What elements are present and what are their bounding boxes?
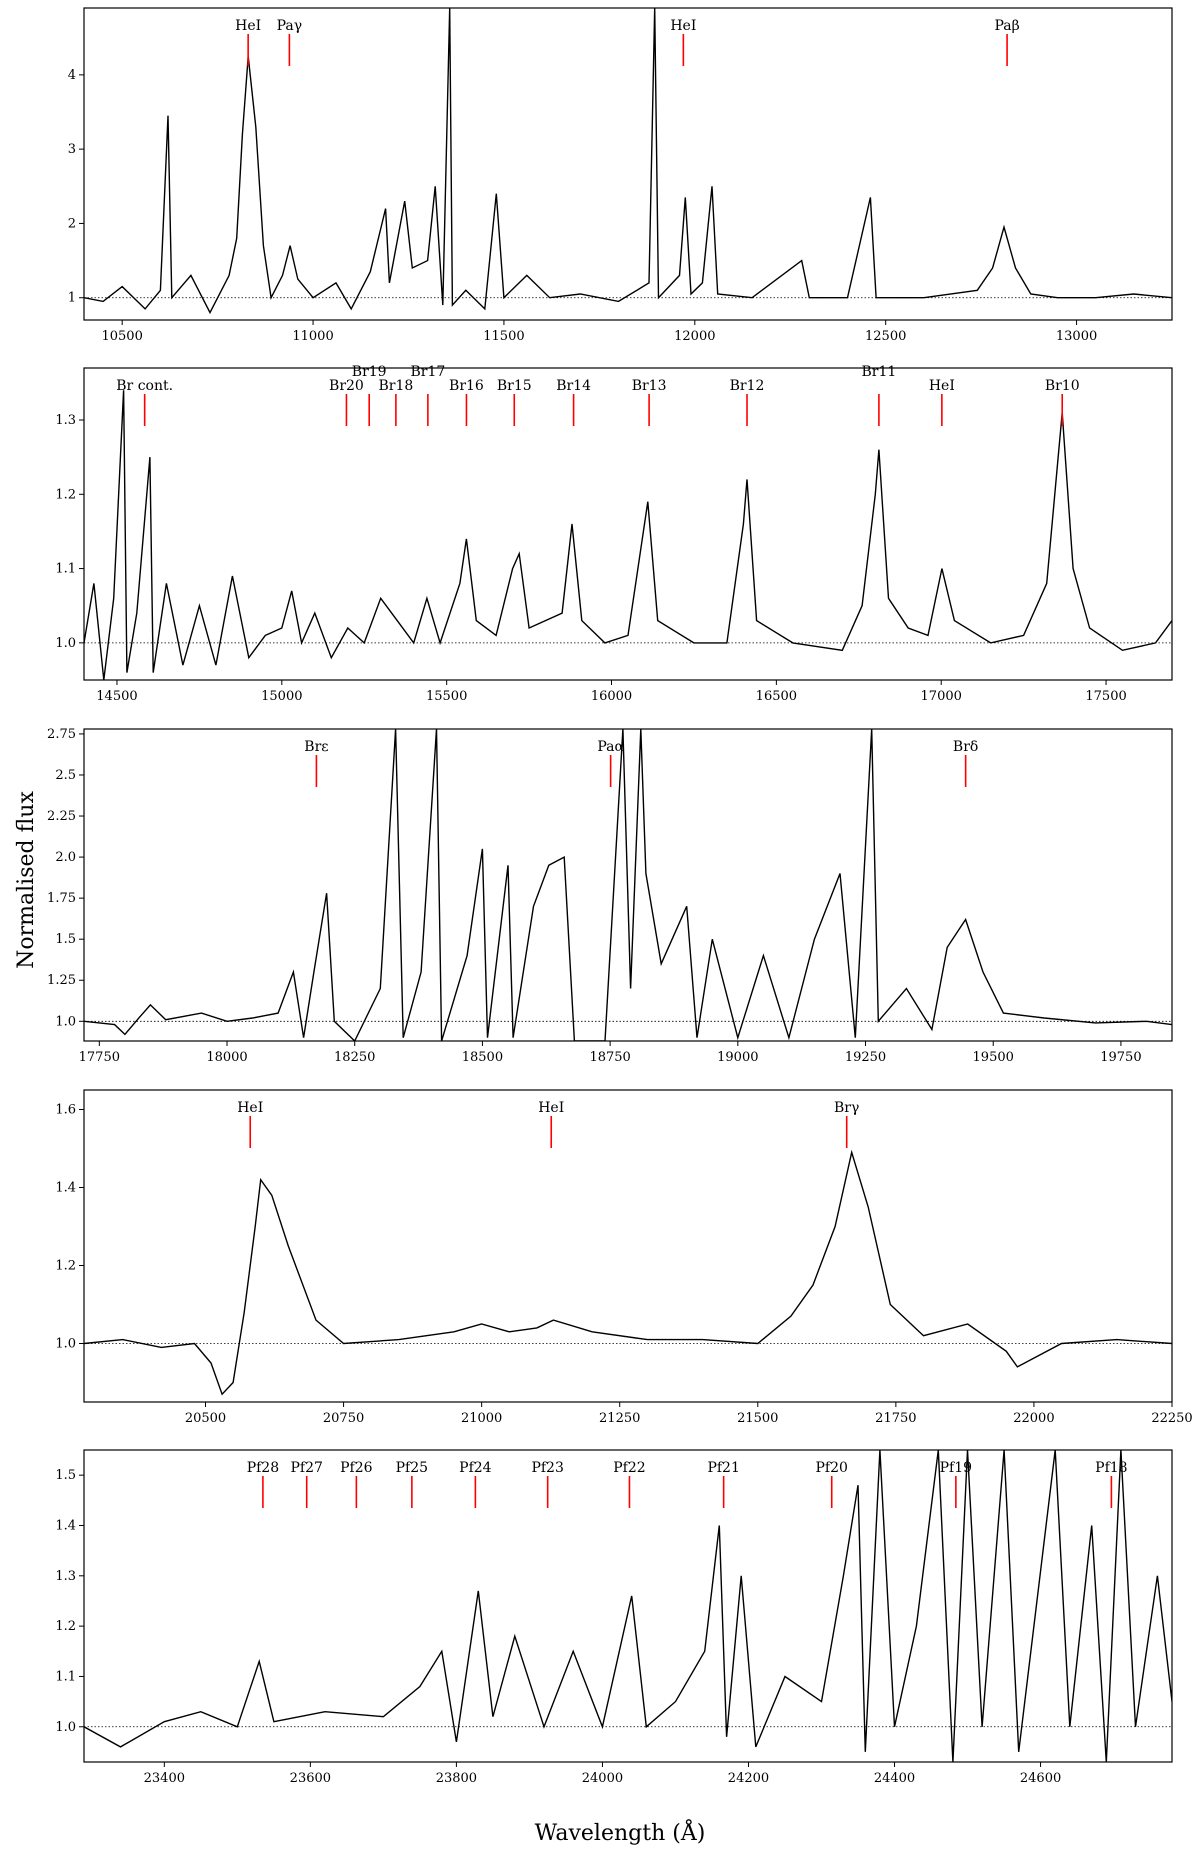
axes-frame (84, 8, 1172, 320)
x-tick-label: 24200 (727, 1771, 770, 1786)
panel-3 (47, 727, 1172, 1065)
y-tick-label: 1.6 (55, 1102, 76, 1118)
line-label: Pf22 (613, 1460, 646, 1476)
y-tick-label: 4 (67, 67, 76, 83)
y-tick-label: 1 (67, 290, 76, 306)
y-tick-label: 1.75 (47, 891, 76, 907)
x-tick-label: 12500 (865, 329, 907, 344)
x-tick-label: 20750 (322, 1411, 365, 1426)
x-tick-label: 17750 (78, 1050, 121, 1065)
y-tick-label: 1.1 (55, 1669, 76, 1685)
x-tick-label: 18750 (589, 1050, 631, 1065)
x-axis-label: Wavelength (Å) (534, 1821, 706, 1846)
line-label: Brγ (834, 1100, 860, 1116)
line-label: HeI (237, 1100, 264, 1116)
line-label: Br19 (351, 364, 387, 380)
y-tick-label: 1.0 (55, 635, 76, 651)
line-label: HeI (670, 18, 697, 34)
line-label: Pf21 (707, 1460, 740, 1476)
spectrum-line (84, 390, 1172, 680)
x-tick-label: 14500 (96, 689, 138, 704)
x-tick-label: 16000 (590, 689, 633, 704)
x-tick-label: 22250 (1151, 1411, 1193, 1426)
line-label: Pf28 (246, 1460, 280, 1476)
line-label: Pf20 (815, 1460, 848, 1476)
x-tick-label: 19250 (844, 1050, 887, 1065)
y-tick-label: 2.5 (55, 767, 76, 783)
line-label: Paα (597, 739, 624, 755)
panel-2 (55, 364, 1172, 704)
x-tick-label: 23800 (435, 1771, 478, 1786)
y-tick-label: 1.2 (55, 1258, 76, 1274)
y-tick-label: 2.0 (55, 850, 76, 866)
panel-5 (55, 1450, 1172, 1786)
y-tick-label: 1.1 (55, 561, 76, 577)
line-label: HeI (235, 18, 262, 34)
y-tick-label: 1.25 (47, 973, 76, 989)
line-label: Brδ (952, 739, 979, 755)
line-label: Br14 (556, 378, 591, 394)
x-tick-label: 15500 (425, 689, 468, 704)
y-tick-label: 1.3 (55, 413, 76, 428)
y-axis-label: Normalised flux (14, 791, 39, 969)
x-tick-label: 24000 (581, 1771, 624, 1786)
line-label: Pf24 (459, 1460, 492, 1476)
y-tick-label: 2.75 (47, 726, 76, 742)
x-tick-label: 17500 (1085, 689, 1127, 704)
x-tick-label: 23600 (289, 1771, 332, 1786)
line-label: Br10 (1044, 378, 1080, 394)
y-tick-label: 1.0 (55, 1719, 76, 1735)
line-label: Br15 (496, 378, 532, 394)
x-tick-label: 21750 (875, 1411, 917, 1426)
x-tick-label: 11500 (483, 329, 525, 344)
x-tick-label: 23400 (143, 1771, 186, 1786)
line-label: Pf23 (531, 1460, 564, 1476)
y-tick-label: 1.2 (55, 1619, 76, 1635)
panel-4 (55, 1090, 1192, 1426)
x-tick-label: 15000 (261, 689, 303, 704)
spectrum-line (84, 8, 1172, 313)
line-label: Paγ (276, 18, 303, 34)
y-tick-label: 1.5 (55, 1468, 76, 1484)
x-tick-label: 22000 (1013, 1411, 1055, 1426)
panel-1 (68, 8, 1172, 344)
y-tick-label: 1.3 (55, 1568, 76, 1584)
line-label: HeI (538, 1100, 565, 1116)
x-tick-label: 19500 (972, 1050, 1014, 1065)
x-tick-label: 18500 (461, 1050, 504, 1065)
line-label: Pf18 (1095, 1460, 1128, 1476)
x-tick-label: 21250 (599, 1411, 641, 1426)
x-tick-label: 21000 (460, 1411, 503, 1426)
spectrum-line (84, 1450, 1172, 1762)
x-tick-label: 17000 (920, 689, 962, 704)
y-tick-label: 1.4 (55, 1180, 76, 1196)
line-label: Pf26 (340, 1460, 373, 1476)
line-label: Br18 (378, 378, 414, 394)
x-tick-label: 19000 (717, 1050, 759, 1065)
x-tick-label: 18000 (206, 1050, 248, 1065)
x-tick-label: 24600 (1019, 1771, 1062, 1786)
y-tick-label: 1.0 (55, 1336, 76, 1352)
line-label: Pf19 (939, 1460, 973, 1476)
axes-frame (84, 1450, 1172, 1762)
x-tick-label: 16500 (755, 689, 798, 704)
line-label: Brε (304, 739, 329, 755)
x-tick-label: 11000 (292, 329, 334, 344)
y-tick-label: 1.5 (55, 932, 76, 948)
x-tick-label: 13000 (1055, 329, 1098, 344)
y-tick-label: 2 (67, 216, 76, 232)
y-tick-label: 2.25 (47, 809, 76, 825)
line-label: Br13 (631, 378, 667, 394)
y-tick-label: 1.4 (55, 1518, 76, 1534)
x-tick-label: 20500 (184, 1411, 227, 1426)
x-tick-label: 10500 (101, 329, 143, 344)
x-tick-label: 24400 (873, 1771, 916, 1786)
line-label: Br16 (449, 378, 484, 394)
line-label: Br cont. (116, 378, 174, 394)
y-tick-label: 1.0 (55, 1014, 76, 1030)
line-label: Pf25 (395, 1460, 429, 1476)
line-label: Br11 (861, 364, 897, 380)
x-tick-label: 21500 (737, 1411, 779, 1426)
line-label: Paβ (994, 18, 1020, 34)
line-label: Br17 (410, 364, 446, 380)
line-label: HeI (928, 378, 955, 394)
spectrum-line (84, 729, 1172, 1041)
line-label: Pf27 (290, 1460, 323, 1476)
line-label: Br20 (329, 378, 364, 394)
x-tick-label: 12000 (674, 329, 716, 344)
y-tick-label: 3 (67, 142, 76, 158)
line-label: Br12 (729, 378, 765, 394)
spectrum-line (84, 1152, 1172, 1394)
y-tick-label: 1.2 (55, 487, 76, 503)
x-tick-label: 18250 (334, 1050, 376, 1065)
x-tick-label: 19750 (1100, 1050, 1142, 1065)
